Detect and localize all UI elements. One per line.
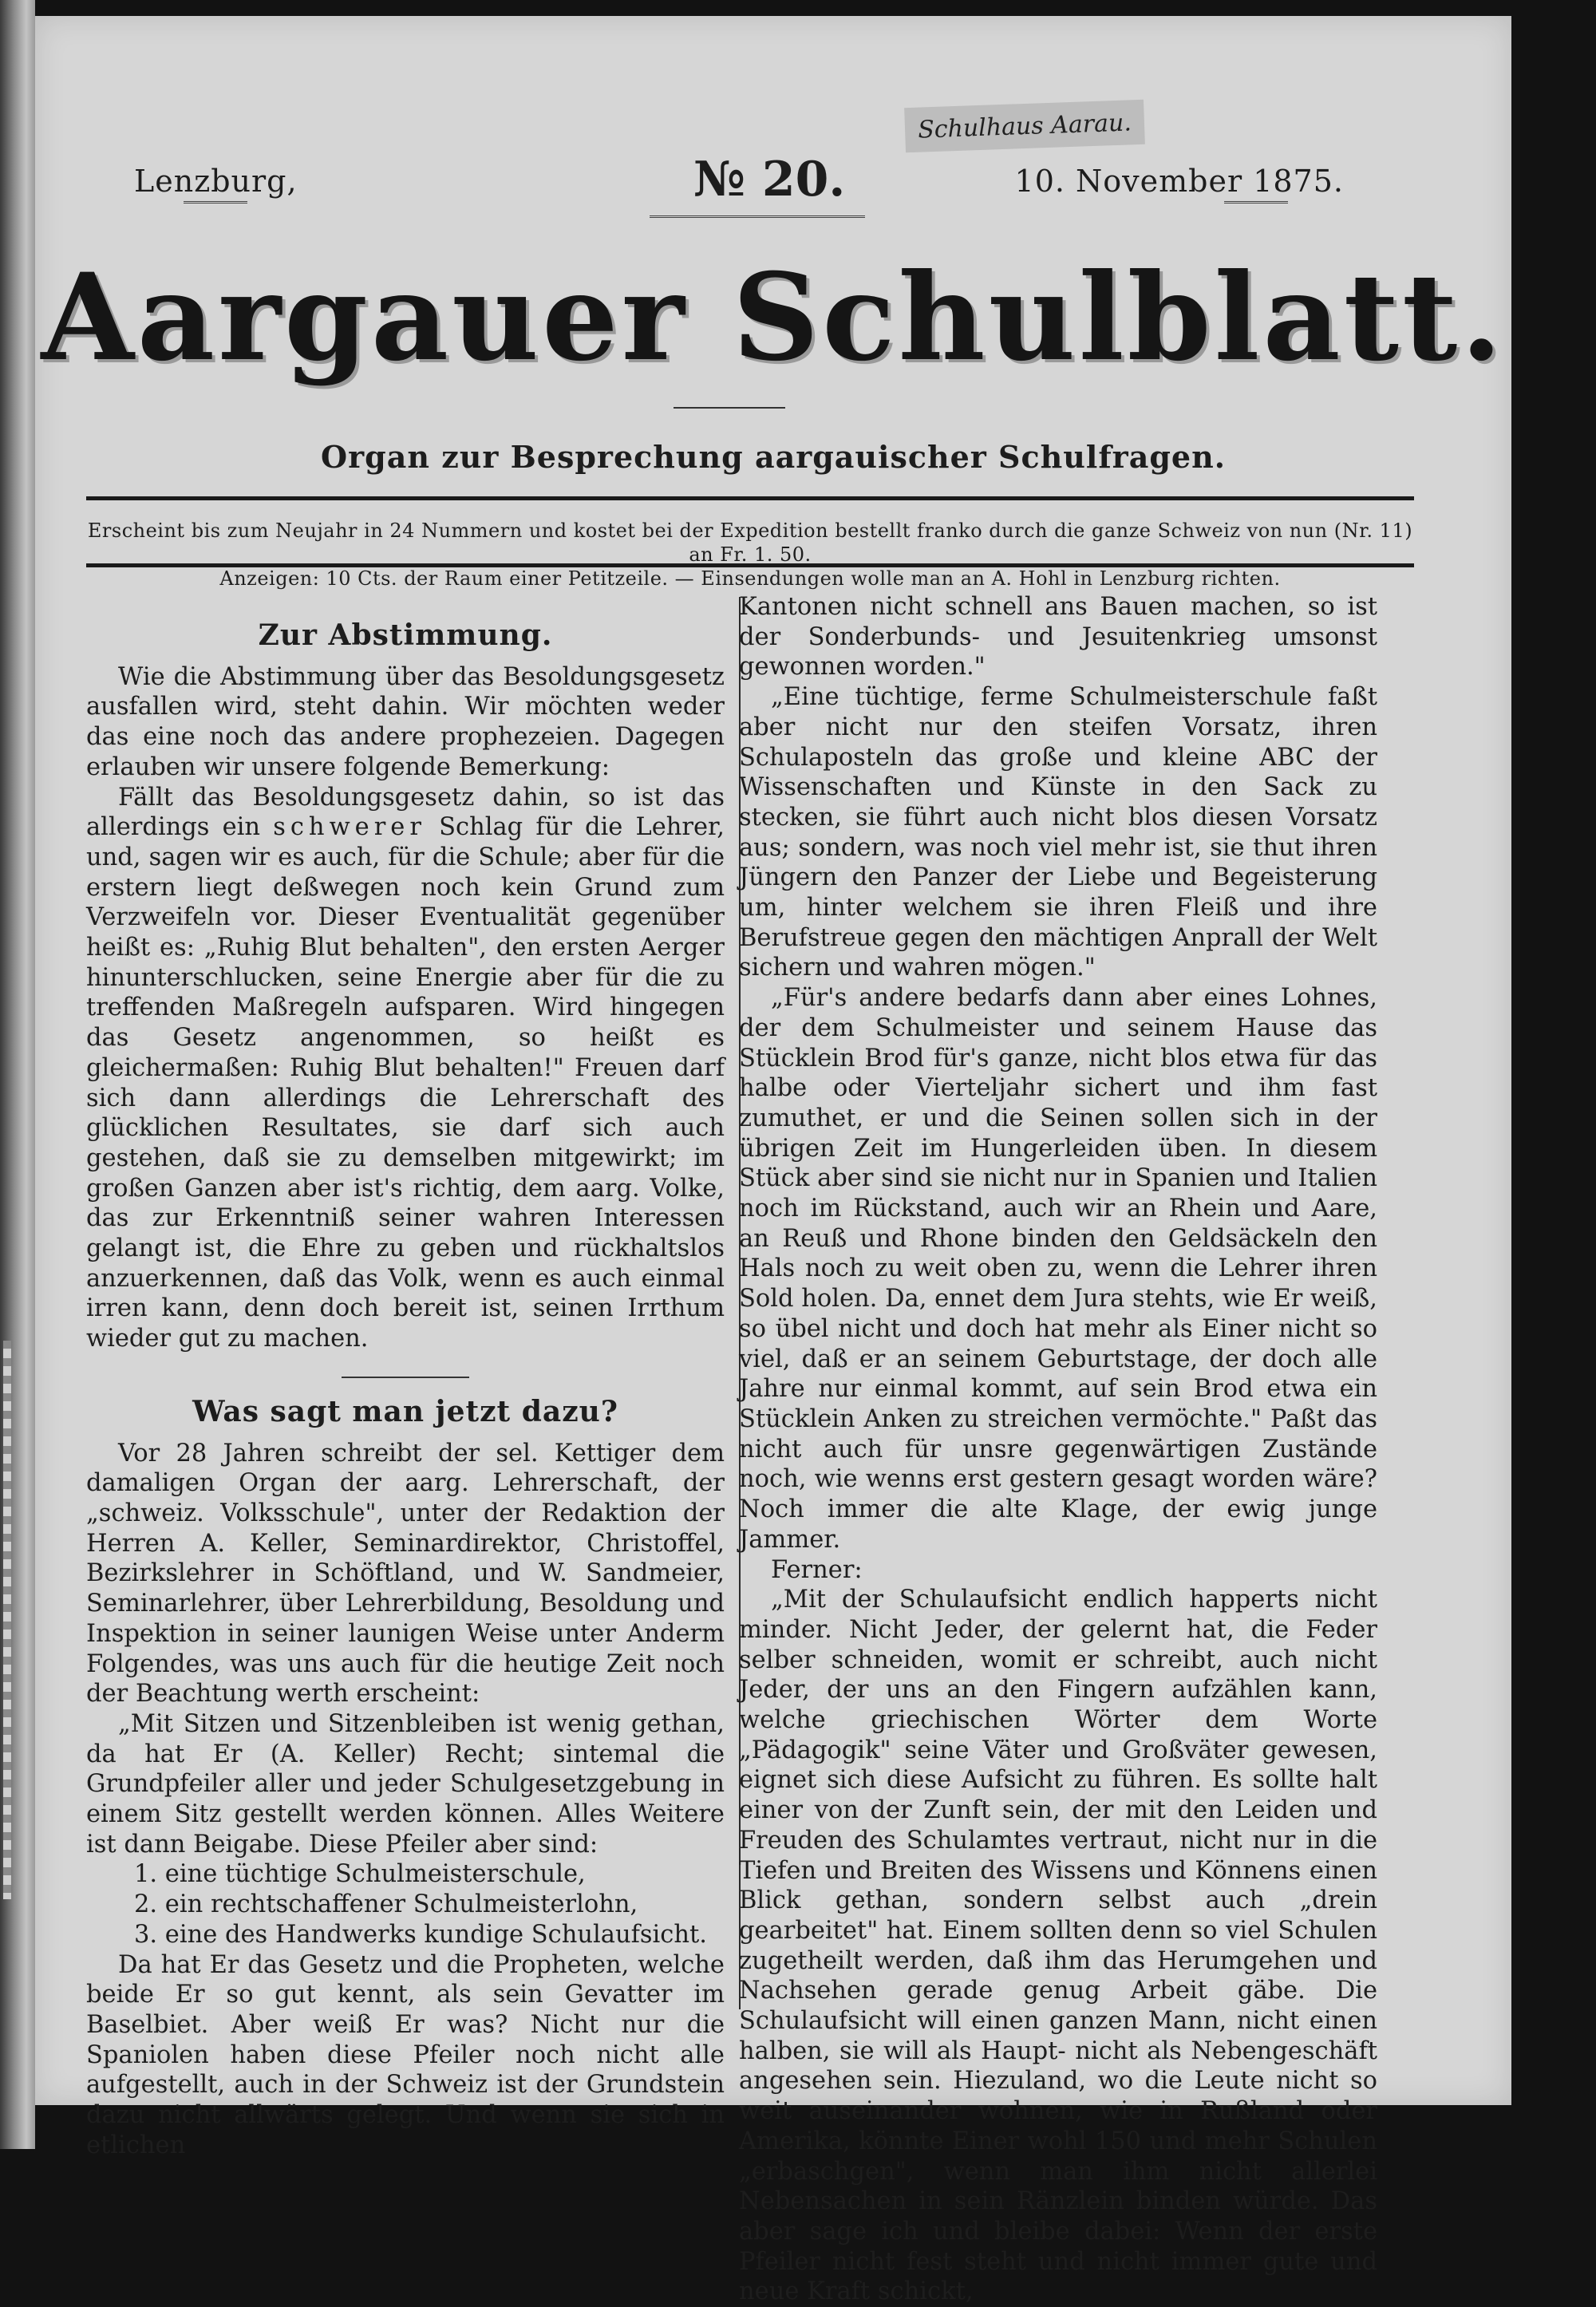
list-item: 2. ein rechtschaffener Schulmeisterlohn,: [134, 1890, 638, 1919]
article-paragraph: Da hat Er das Gesetz und die Propheten, welche beide Er so gut kennt, als sein Gevatter im Baselbiet. Aber weiß Er was? Nicht nur die Spaniolen haben diese Pfeiler noch nicht alle aufgestellt, auch in der Schweiz ist der Grundstein dazu nicht allwärts gelegt. Und wenn sie sich in etlichen: [86, 1950, 725, 2159]
notice-top-rule: [86, 496, 1414, 500]
ornament-right: [1224, 201, 1288, 203]
publication-notice: [86, 519, 1414, 591]
article-paragraph: Vor 28 Jahren schreibt der sel. Kettiger dem damaligen Organ der aarg. Lehrerschaft, der „schweiz. Volksschule", unter der Redaktion der Herren A. Keller, Seminardirektor, Christoffel, Bezirkslehrer in Schöftland, und W. Sandmeier, Seminarlehrer, über Lehrerbildung, Besoldung und Inspektion in seiner launigen Weise unter Anderm Folgendes, was uns auch für die heutige Zeit noch der Beachtung werth erscheint:: [86, 1439, 725, 1709]
ruler-strip: [3, 1341, 11, 1899]
notice-line-2: Anzeigen: 10 Cts. der Raum einer Petitzeile. — Einsendungen wolle man an A. Hohl in Lenzburg richten.: [219, 567, 1281, 590]
article-heading: Was sagt man jetzt dazu?: [192, 1394, 618, 1428]
column-left: [86, 606, 725, 2160]
pillar-list: [86, 1859, 725, 1949]
library-stamp: Schulhaus Aarau.: [904, 100, 1145, 152]
notice-line-1: Erscheint bis zum Neujahr in 24 Nummern und kostet bei der Expedition bestellt franko durch die ganze Schweiz von nun (Nr. 11) an Fr. 1. 50.: [87, 519, 1413, 566]
newspaper-page: [35, 16, 1511, 2306]
emphasis-text: schwerer: [273, 813, 426, 842]
title-divider: [674, 407, 785, 409]
issue-date: 10. November 1875.: [1014, 164, 1344, 199]
ornament-number: [650, 215, 865, 218]
masthead-subtitle: Organ zur Besprechung aargauischer Schulfragen.: [321, 439, 1226, 475]
list-item: 1. eine tüchtige Schulmeisterschule,: [134, 1860, 586, 1889]
article-paragraph: Wie die Abstimmung über das Besoldungsgesetz ausfallen wird, steht dahin. Wir möchten weder das eine noch das andere prophezeien. Dagegen erlauben wir unsere folgende Bemerkung:: [86, 662, 725, 781]
notice-bottom-rule: [86, 563, 1414, 567]
article-paragraph: „Eine tüchtige, ferme Schulmeisterschule faßt aber nicht nur den steifen Vorsatz, ihren Schulaposteln das große und kleine ABC der Wissenschaften und Künste in den Sack zu stecken, sie führt auch nicht blos diesen Vorsatz aus; sondern, was noch viel mehr ist, sie thut ihren Jüngern den Panzer der Liebe und Begeisterung um, hinter welchem sie ihren Fleiß und ihre Berufstreue gegen den mächtigen Anprall der Welt sichern und wahren mögen.": [739, 683, 1377, 982]
article-paragraph: „Mit der Schulaufsicht endlich happerts nicht minder. Nicht Jeder, der gelernt hat, die Feder selber schneiden, womit er schreibt, auch nicht Jeder, der uns an den Fingern aufzählen kann, welche griechischen Wörter dem Worte „Pädagogik" seine Väter und Großväter gewesen, eignet sich diese Aufsicht zu führen. Es sollte halt einer von der Zunft sein, der mit den Leiden und Freuden des Schulamtes vertraut, nicht nur in die Tiefen und Breiten des Wissens und Könnens einen Blick gethan, sondern selbst auch „drein gearbeitet" hat. Einem sollten denn so viel Schulen zugetheilt werden, daß ihm das Herumgehen und Nachsehen gerade genug Arbeit gäbe. Die Schulaufsicht will einen ganzen Mann, nicht einen halben, sie will als Haupt- nicht als Nebengeschäft angesehen sein. Hiezuland, wo die Leute nicht so weit auseinander wohnen, wie in Rußland oder Amerika, könnte Einer wohl 150 und mehr Schulen „erbaschgen", wenn man ihm nicht allerlei Nebensachen in sein Ränzlein binden würde. Das aber sage ich und bleibe dabei: Wenn der erste Pfeiler nicht fest steht und nicht immer gute und neue Kraft schickt,: [739, 1586, 1377, 2306]
masthead-place: Lenzburg,: [134, 164, 298, 199]
article-paragraph: „Für's andere bedarfs dann aber eines Lohnes, der dem Schulmeister und seinem Hause das Stücklein Brod für's ganze, nicht blos etwa für das halbe oder Vierteljahr sichert und ihm fast zumuthet, er und die Seinen sollen sich in der übrigen Zeit im Hungerleiden üben. In diesem Stück aber sind sie nicht nur in Spanien und Italien noch im Rückstand, auch wir an Rhein und Aare, an Reuß und Rhone binden den Geldsäckeln den Hals noch zu weit oben zu, wenn die Lehrer ihren Sold holen. Da, ennet dem Jura stehts, wie Er weiß, so übel nicht und doch hat mehr als Einer nicht so viel, daß er an seinem Geburtstage, der doch alle Jahre nur einmal kommt, auf sein Brod etwa ein Stücklein Anken zu streichen vermöchte." Paßt das nicht auch für unsre gegenwärtigen Zustände noch, wie wenns erst gestern gesagt worden wäre? Noch immer die alte Klage, der ewig junge Jammer.: [739, 984, 1377, 1554]
text-run: Schlag für die Lehrer, und, sagen wir es auch, für die Schule; aber für die erstern liegt deßwegen noch kein Grund zum Verzweifeln vor. Dieser Eventualität gegenüber heißt es: „Ruhig Blut behalten", den ersten Aerger hinunterschlucken, seine Energie aber für die zu treffenden Maßregeln aufsparen. Wird hingegen das Gesetz angenommen, so heißt es gleichermaßen: Ruhig Blut behalten!" Freuen darf sich dann allerdings die Lehrerschaft des glücklichen Resultates, sie darf sich auch gestehen, daß sie zu demselben mitgewirkt; im großen Ganzen aber ist's richtig, dem aarg. Volke, das zur Erkenntniß seiner wahren Interessen gelangt ist, die Ehre zu geben und rückhaltslos anzuerkennen, daß das Volk, wenn es auch einmal irren kann, denn doch bereit ist, seinen Irrthum wieder gut zu machen.: [86, 813, 725, 1353]
article-separator: [342, 1377, 469, 1378]
ornament-left: [184, 201, 247, 203]
article-paragraph: Kantonen nicht schnell ans Bauen machen, so ist der Sonderbunds- und Jesuitenkrieg umsonst gewonnen worden.": [739, 593, 1377, 681]
article-paragraph: [86, 783, 725, 1354]
article-paragraph: Ferner:: [771, 1555, 863, 1584]
masthead-title: Aargauer Schulblatt.: [41, 247, 1506, 388]
list-item: 3. eine des Handwerks kundige Schulaufsicht.: [134, 1920, 707, 1949]
article-paragraph: „Mit Sitzen und Sitzenbleiben ist wenig gethan, da hat Er (A. Keller) Recht; sintemal die Grundpfeiler aller und jeder Schulgesetzgebung in einem Sitz gestellt werden können. Alles Weitere ist dann Beigabe. Diese Pfeiler aber sind:: [86, 1709, 725, 1859]
article-heading: Zur Abstimmung.: [258, 618, 553, 652]
issue-number: № 20.: [693, 152, 846, 207]
column-right: [739, 592, 1377, 2307]
text-run: Fällt das Besoldungsgesetz dahin, so ist das allerdings ein: [86, 783, 725, 842]
